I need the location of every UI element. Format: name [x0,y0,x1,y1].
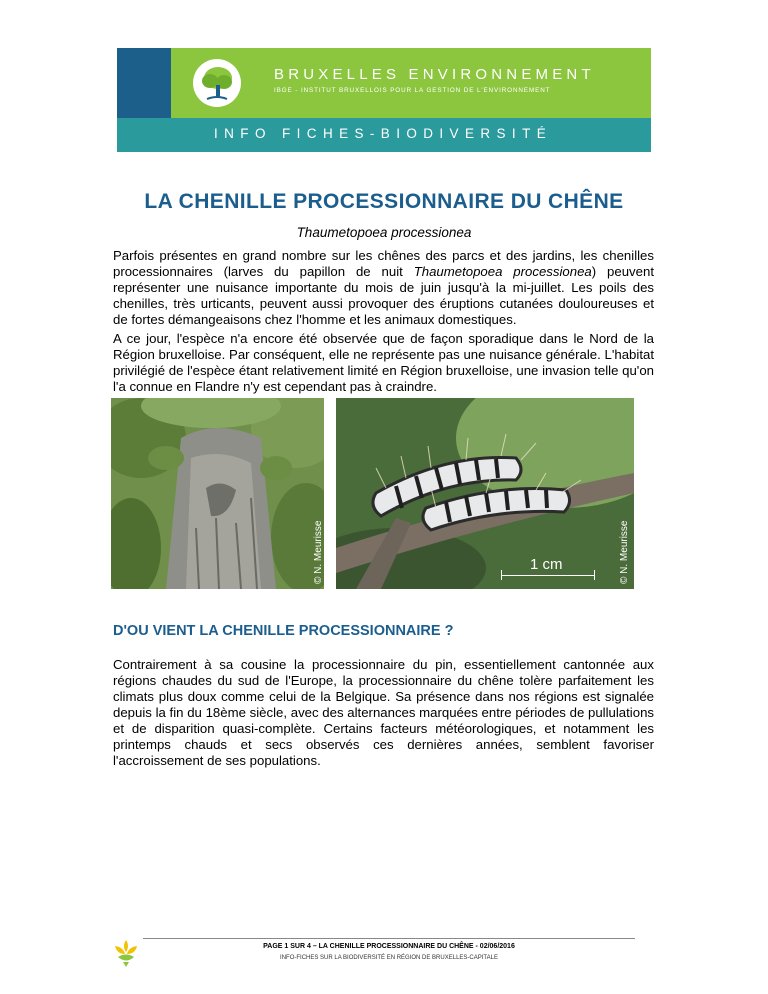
footer-rule [143,938,635,939]
iris-flower-icon [111,936,141,968]
section-heading: D'OU VIENT LA CHENILLE PROCESSIONNAIRE ? [113,623,454,639]
scale-bar-tick-right [594,570,595,580]
intro-species-name: Thaumetopoea processionea [413,264,592,279]
section-paragraph: Contrairement à sa cousine la processionnaire du pin, essentiellement cantonnée aux régions chaudes du sud de l'Europe, la processionnaire du chêne tolère parfaitement les climats plus doux comme celui de la Belgique. Sa présence dans nos régions est signalée depuis la fin du 18ème siècle, avec des alternances marquées entre périodes de pullulations et de disparition quasi-complète. Certains facteurs météorologiques, et notamment les printemps chauds et secs observés ces dernières années, semblent favoriser l'accroissement de ses populations. [113,657,654,768]
intro-text-1a: Parfois présentes en grand nombre sur les chênes des parcs et des jardins, les chenilles processionnaires (larves du papillon de nuit [113,248,654,279]
org-name: BRUXELLES ENVIRONNEMENT [274,66,595,83]
banner-green-block [171,48,651,118]
footer-page-info: PAGE 1 SUR 4 – LA CHENILLE PROCESSIONNAIRE DU CHÊNE - 02/06/2016 [263,943,515,950]
section-label: INFO FICHES-BIODIVERSITÉ [214,126,553,141]
photo-credit-1: © N. Meurisse [313,520,324,584]
page-title: LA CHENILLE PROCESSIONNAIRE DU CHÊNE [144,190,624,213]
banner-blue-block [117,48,171,118]
header-banner [117,48,651,152]
org-subtitle: IBGE - INSTITUT BRUXELLOIS POUR LA GESTION DE L'ENVIRONNEMENT [274,87,551,94]
intro-paragraph-1 [113,248,654,328]
scale-bar-label: 1 cm [530,556,563,573]
intro-paragraph-2: A ce jour, l'espèce n'a encore été observée que de façon sporadique dans le Nord de la Région bruxelloise. Par conséquent, elle ne représente pas une nuisance générale. L'habitat privilégié de l'espèce étant relativement limité en Région bruxelloise, une invasion telle qu'on l'a connue en Flandre n'y est cependant pas à craindre. [113,331,654,394]
photo-credit-2: © N. Meurisse [619,520,630,584]
scale-bar-tick-left [501,570,502,580]
tree-logo-icon [193,59,241,107]
intro-text-1b: ) peuvent représenter une nuisance importante du mois de juin jusqu'à la mi-juillet. Les poils des chenilles, très urticants, peuvent aussi provoquer des éruptions cutanées douloureuses et de fortes démangeaisons chez l'homme et les animaux domestiques. [113,264,654,327]
caterpillars-photo [336,398,634,589]
footer-series: INFO-FICHES SUR LA BIODIVERSITÉ EN RÉGION DE BRUXELLES-CAPITALE [280,955,498,961]
scale-bar [501,575,595,576]
page-subtitle: Thaumetopoea processionea [296,225,472,240]
oak-trunk-photo [111,398,324,589]
